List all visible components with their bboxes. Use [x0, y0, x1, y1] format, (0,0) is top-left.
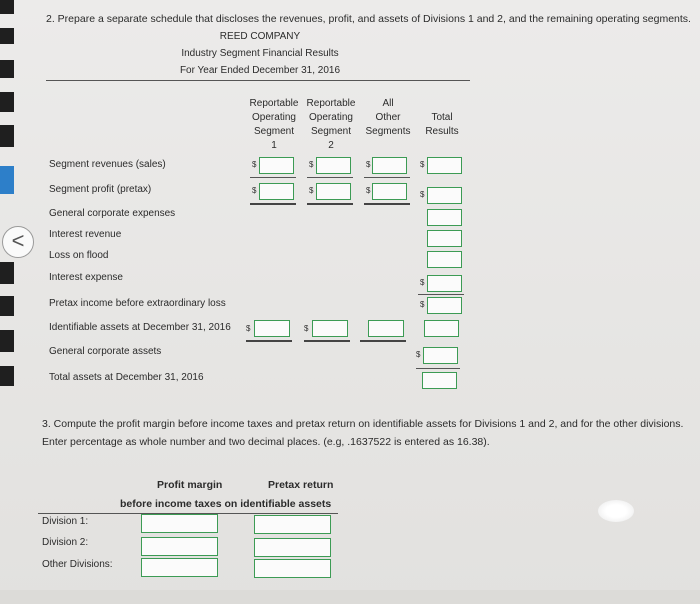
report-period: For Year Ended December 31, 2016 [179, 65, 341, 76]
row-label-segment-profit: Segment profit (pretax) [49, 184, 152, 195]
company-name: REED COMPANY [219, 31, 301, 42]
currency-symbol: $ [246, 324, 251, 333]
row-label-other-divisions: Other Divisions: [42, 559, 113, 570]
input-revenues-other[interactable] [372, 157, 407, 174]
bottom-edge [0, 590, 700, 604]
double-underline [360, 340, 406, 342]
input-revenues-total[interactable] [427, 157, 462, 174]
input-pretax-return-other[interactable] [254, 559, 331, 578]
currency-symbol: $ [420, 190, 425, 199]
input-general-corporate-expenses[interactable] [427, 209, 462, 226]
currency-symbol: $ [366, 160, 371, 169]
input-pretax-return-division-2[interactable] [254, 538, 331, 557]
row-label-loss-on-flood: Loss on flood [49, 250, 109, 261]
row-label-interest-expense: Interest expense [49, 272, 123, 283]
chevron-left-icon: < [11, 228, 25, 253]
header-pretax-return: Pretax return [268, 479, 334, 491]
input-pretax-income[interactable] [427, 297, 462, 314]
currency-symbol: $ [309, 186, 314, 195]
input-interest-revenue[interactable] [427, 230, 462, 247]
input-assets-other[interactable] [368, 320, 404, 337]
part3-instructions: Enter percentage as whole number and two decimal places. (e.g, .1637522 is entered as 16.38). [42, 436, 490, 448]
row-label-division-2: Division 2: [42, 537, 89, 548]
input-assets-seg2[interactable] [312, 320, 348, 337]
part2-question: 2. Prepare a separate schedule that discloses the revenues, profit, and assets of Divisions 1 and 2, and the remaining operating segments. [46, 13, 691, 25]
header-rule [46, 80, 470, 81]
double-underline [304, 340, 350, 342]
row-label-pretax-income: Pretax income before extraordinary loss [49, 298, 226, 309]
row-label-segment-revenues: Segment revenues (sales) [49, 159, 166, 170]
col-header-all-other: All Other Segments [365, 98, 411, 137]
col-header-segment-1: Reportable Operating Segment 1 [249, 98, 299, 151]
currency-symbol: $ [252, 186, 257, 195]
input-profit-margin-division-1[interactable] [141, 514, 218, 533]
row-label-general-corporate-assets: General corporate assets [49, 346, 162, 357]
row-label-interest-revenue: Interest revenue [49, 229, 122, 240]
input-pretax-return-division-1[interactable] [254, 515, 331, 534]
currency-symbol: $ [366, 186, 371, 195]
row-label-identifiable-assets: Identifiable assets at December 31, 2016 [49, 322, 231, 333]
currency-symbol: $ [420, 300, 425, 309]
input-total-assets[interactable] [422, 372, 457, 389]
col-header-segment-2: Reportable Operating Segment 2 [306, 98, 356, 151]
input-profit-other[interactable] [372, 183, 407, 200]
underline [250, 177, 296, 178]
input-profit-margin-division-2[interactable] [141, 537, 218, 556]
currency-symbol: $ [420, 160, 425, 169]
input-loss-on-flood[interactable] [427, 251, 462, 268]
input-assets-total[interactable] [424, 320, 459, 337]
currency-symbol: $ [420, 278, 425, 287]
input-profit-seg2[interactable] [316, 183, 351, 200]
currency-symbol: $ [309, 160, 314, 169]
underline [364, 177, 410, 178]
input-profit-margin-other[interactable] [141, 558, 218, 577]
double-underline [307, 203, 353, 205]
currency-symbol: $ [252, 160, 257, 169]
currency-symbol: $ [416, 350, 421, 359]
input-general-corporate-assets[interactable] [423, 347, 458, 364]
back-button[interactable] [2, 226, 34, 258]
part3-question: 3. Compute the profit margin before income taxes and pretax return on identifiable assets for Divisions 1 and 2, and for the other divisions. [42, 418, 684, 430]
input-revenues-seg2[interactable] [316, 157, 351, 174]
header-profit-margin: Profit margin [157, 479, 223, 491]
double-underline [364, 203, 410, 205]
double-underline [246, 340, 292, 342]
screen-edge-strip [0, 0, 14, 604]
header-subline: before income taxes on identifiable assets [120, 498, 332, 510]
row-label-general-corporate-expenses: General corporate expenses [49, 208, 176, 219]
screen-glare [598, 500, 634, 522]
row-label-total-assets: Total assets at December 31, 2016 [49, 372, 204, 383]
currency-symbol: $ [304, 324, 309, 333]
col-header-total: Total Results [425, 112, 459, 137]
input-assets-seg1[interactable] [254, 320, 290, 337]
double-underline [250, 203, 296, 205]
report-title: Industry Segment Financial Results [181, 48, 339, 59]
input-revenues-seg1[interactable] [259, 157, 294, 174]
input-profit-total[interactable] [427, 187, 462, 204]
row-label-division-1: Division 1: [42, 516, 89, 527]
input-interest-expense[interactable] [427, 275, 462, 292]
underline [416, 368, 460, 369]
underline [307, 177, 353, 178]
input-profit-seg1[interactable] [259, 183, 294, 200]
underline [418, 294, 464, 295]
